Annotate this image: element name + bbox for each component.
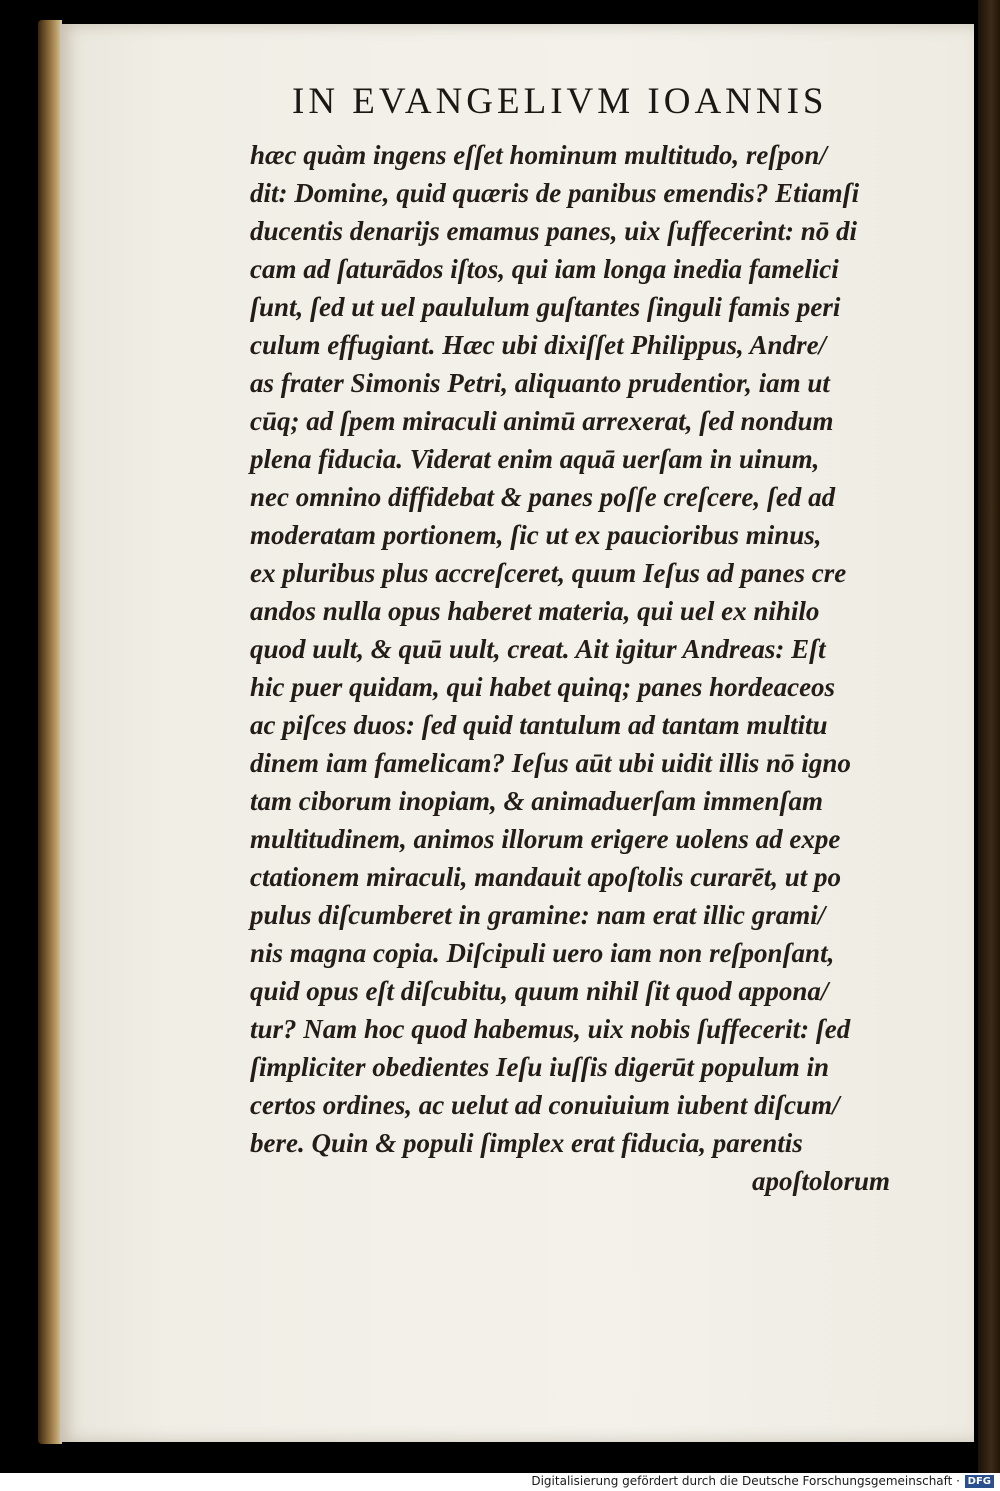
text-line: culum effugiant. Hæc ubi dixiſſet Philippus, Andre/ bbox=[250, 330, 827, 360]
book-right-edge bbox=[978, 0, 1000, 1473]
text-line: ac piſces duos: ſed quid tantulum ad tantam multitu bbox=[250, 710, 828, 740]
text-line: nis magna copia. Diſcipuli uero iam non reſponſant, bbox=[250, 938, 835, 968]
running-title: IN EVANGELIVM IOANNIS bbox=[292, 81, 828, 122]
catchword: apoſtolorum bbox=[751, 1166, 890, 1196]
text-line: ſunt, ſed ut uel paululum guſtantes ſinguli famis peri bbox=[250, 292, 841, 322]
text-line: tam ciborum inopiam, & animaduerſam immenſam bbox=[250, 786, 824, 816]
text-line: as frater Simonis Petri, aliquanto prudentior, iam ut bbox=[250, 368, 830, 398]
text-line: ctationem miraculi, mandauit apoſtolis curarēt, ut po bbox=[250, 862, 842, 892]
text-line: moderatam portionem, ſic ut ex paucioribus minus, bbox=[250, 520, 822, 550]
text-line: multitudinem, animos illorum erigere uolens ad expe bbox=[250, 824, 841, 854]
text-line: ſimpliciter obedientes Ieſu iuſſis digerūt populum in bbox=[250, 1052, 830, 1082]
text-line: tur? Nam hoc quod habemus, uix nobis ſuffecerit: ſed bbox=[250, 1014, 851, 1044]
text-line: pulus diſcumberet in gramine: nam erat illic grami/ bbox=[250, 900, 826, 930]
text-line: dit: Domine, quid quæris de panibus emendis? Etiamſi bbox=[250, 178, 860, 208]
text-line: hæc quàm ingens eſſet hominum multitudo, reſpon/ bbox=[250, 140, 827, 170]
text-line: plena fiducia. Viderat enim aquā uerſam in uinum, bbox=[250, 444, 820, 474]
text-line: quod uult, & quū uult, creat. Ait igitur Andreas: Eſt bbox=[250, 634, 826, 664]
text-line: nec omnino diffidebat & panes poſſe creſcere, ſed ad bbox=[250, 482, 836, 512]
text-line: ex pluribus plus accreſceret, quum Ieſus ad panes cre bbox=[250, 558, 847, 588]
book-spine-edge bbox=[38, 20, 62, 1444]
body-text bbox=[250, 136, 890, 1200]
text-line: hic puer quidam, qui habet quinq; panes hordeaceos bbox=[250, 672, 836, 702]
text-line: ducentis denarijs emamus panes, uix ſuffecerint: nō di bbox=[250, 216, 858, 246]
text-line: bere. Quin & populi ſimplex erat fiducia, parentis bbox=[250, 1128, 803, 1158]
text-line: quid opus eſt diſcubitu, quum nihil ſit quod appona/ bbox=[250, 976, 829, 1006]
text-line: dinem iam famelicam? Ieſus aūt ubi uidit illis nō igno bbox=[250, 748, 851, 778]
text-line: certos ordines, ac uelut ad conuiuium iubent diſcum/ bbox=[250, 1090, 840, 1120]
dfg-logo: DFG bbox=[965, 1475, 994, 1488]
text-line: cam ad ſaturādos iſtos, qui iam longa inedia famelici bbox=[250, 254, 839, 284]
digitization-credit: Digitalisierung gefördert durch die Deutsche Forschungsgemeinschaft · bbox=[531, 1474, 960, 1488]
footer-bar bbox=[0, 1473, 1000, 1491]
text-line: cūq; ad ſpem miraculi animū arrexerat, ſed nondum bbox=[250, 406, 834, 436]
text-line: andos nulla opus haberet materia, qui uel ex nihilo bbox=[250, 596, 820, 626]
